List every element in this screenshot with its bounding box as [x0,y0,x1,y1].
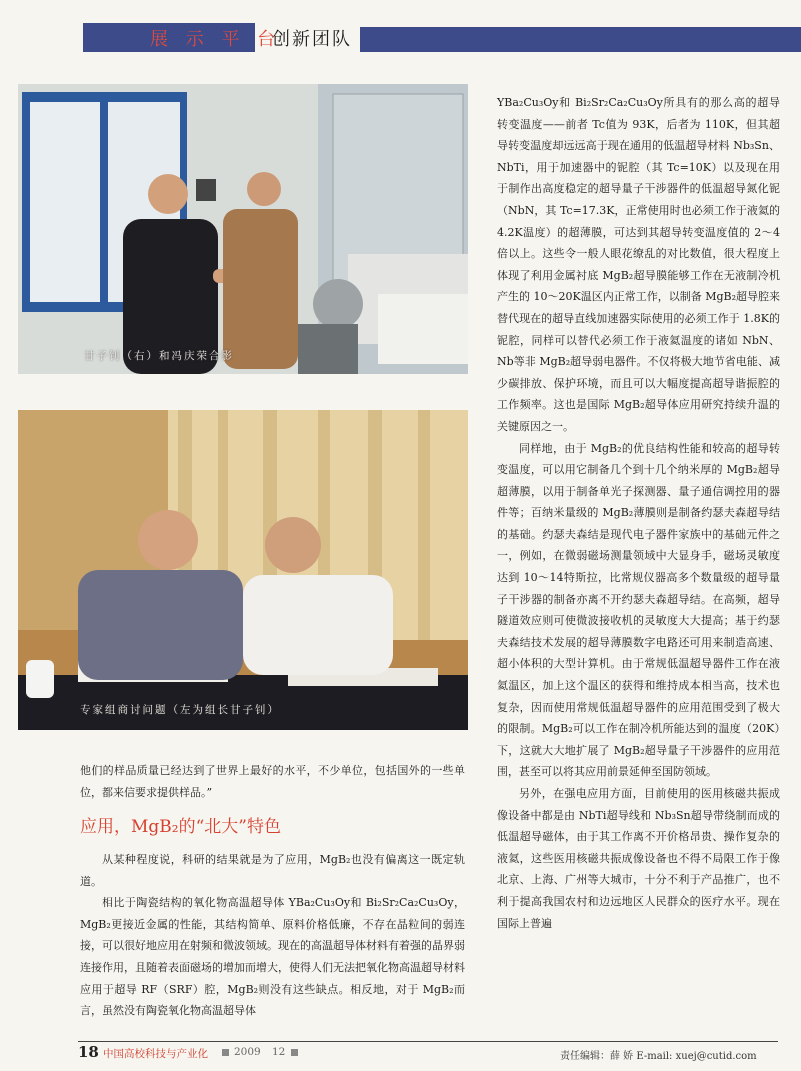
header-bar [360,27,801,52]
footer-rule [78,1041,778,1042]
section-title: 展 示 平 台 [150,29,282,50]
left-paragraph-2: 相比于陶瓷结构的氧化物高温超导体 YBa₂Cu₃Oy和 Bi₂Sr₂Ca₂Cu₃Oy，MgB₂更接近金属的性能，其结构简单、原料价格低廉，不存在晶粒间的弱连接，可以很好地应用在射频和微波领域。现在的高温超导体材料有着强的晶界弱连接作用，且随着表面磁场的增加而增大，使得人们无法把氧化物高温超导材料应用于超导 RF（SRF）腔，MgB₂则没有这些缺点。相反地，对于 MgB₂而言，虽然没有陶瓷氧化物高温超导体 [80,896,465,1018]
left-paragraph-1: 从某种程度说，科研的结果就是为了应用，MgB₂也没有偏离这一既定轨道。 [80,853,465,888]
left-column [80,849,465,1022]
page-number: 18 [78,1043,99,1061]
photo-discussion-illustration [18,410,468,730]
footer-square-marker [222,1049,229,1056]
photo-caption-bottom: 专家组商讨问题（左为组长甘子钊） [80,704,280,716]
right-column [497,92,780,934]
photo-discussion [18,410,468,730]
issue-month: 12 [272,1046,286,1058]
right-paragraph-1: YBa₂Cu₃Oy和 Bi₂Sr₂Ca₂Cu₃Oy所具有的那么高的超导转变温度——前者 Tc值为 93K，后者为 110K，但其超导转变温度却远远高于现在通用的低温超导材料 Nb₃Sn、NbTi，用于加速器中的铌腔（其 Tc=10K）以及现在用于制作出高度稳定的超导量子干涉器件的低温超导氮化铌（NbN，其 Tc=17.3K，正常使用时也必须工作于液氦的 4.2K温度）的超薄膜，可达到其超导转变温度值的 2～4倍以上。这些令一般人眼花缭乱的对比数值，很大程度上体现了利用金属衬底 MgB₂超导膜能够工作在无液制冷机产生的 10～20K温区内正常工作，以制备 MgB₂超导腔来替代现在的超导直线加速器实际使用的必须工作于 1.8K的铌腔，同样可以替代必须工作于液氦温度的诸如 NbN、Nb等非 MgB₂超导弱电器件。不仅将极大地节省电能、减少碳排放、保护环境，而且可以大幅度提高超导谐振腔的工作频率。这也是国际 MgB₂超导体应用研究持续升温的关键原因之一。 [497,96,781,433]
section-heading: 应用，MgB₂的“北大”特色 [80,817,281,837]
footer-square-marker [291,1049,298,1056]
magazine-name: 中国高校科技与产业化 [103,1048,208,1060]
photo-lab [18,84,468,374]
photo-lab-illustration [18,84,468,374]
right-paragraph-3: 另外，在强电应用方面，目前使用的医用核磁共振成像设备中都是由 NbTi超导线和 Nb₃Sn超导带绕制而成的低温超导磁体，由于其工作离不开价格昂贵、操作复杂的液氦，这些医用核磁共振成像设备也不得不局限工作于像北京、上海、广州等大城市，十分不利于产品推广，也不利于提高我国农村和边远地区人民群众的医疗水平。现在国际上普遍 [497,787,780,930]
photo-caption-top: 甘子钊（右）和冯庆荣合影 [84,350,234,362]
issue-year: 2009 [234,1046,261,1058]
column-title: 创新团队 [272,29,352,50]
editor-credit: 责任编辑：薛 娇 E-mail: xuej@cutid.com [560,1051,757,1062]
left-paragraph-continued: 他们的样品质量已经达到了世界上最好的水平，不少单位，包括国外的一些单位，都来信要求提供样品。” [80,764,465,799]
right-paragraph-2: 同样地，由于 MgB₂的优良结构性能和较高的超导转变温度，可以用它制备几个到十几个纳米厚的 MgB₂超导超薄膜，以用于制备单光子探测器、量子通信调控用的器件等；百纳米量级的 MgB₂薄膜则是制备约瑟夫森超导结的基础。约瑟夫森结是现代电子器件家族中的基础元件之一，例如，在微弱磁场测量领域中大显身手，磁场灵敏度达到 10～14特斯拉，比常规仪器高多个数量级的超导量子干涉器的制备亦离不开约瑟夫森超导结。在高频，超导隧道效应则可使微波接收机的灵敏度大大提高；基于约瑟夫森结技术发展的超导薄膜数字电路还可用来制造高速、超小体积的大型计算机。由于常规低温超导器件工作在液氦温区，加上这个温区的获得和维持成本相当高，技术也复杂，因而使用常规低温超导器件的应用范围受到了极大的限制。MgB₂可以工作在制冷机所能达到的温度（20K）下，这就大大地扩展了 MgB₂超导量子干涉器件的应用范围，甚至可以将其应用前景延伸至国防领域。 [497,441,780,779]
